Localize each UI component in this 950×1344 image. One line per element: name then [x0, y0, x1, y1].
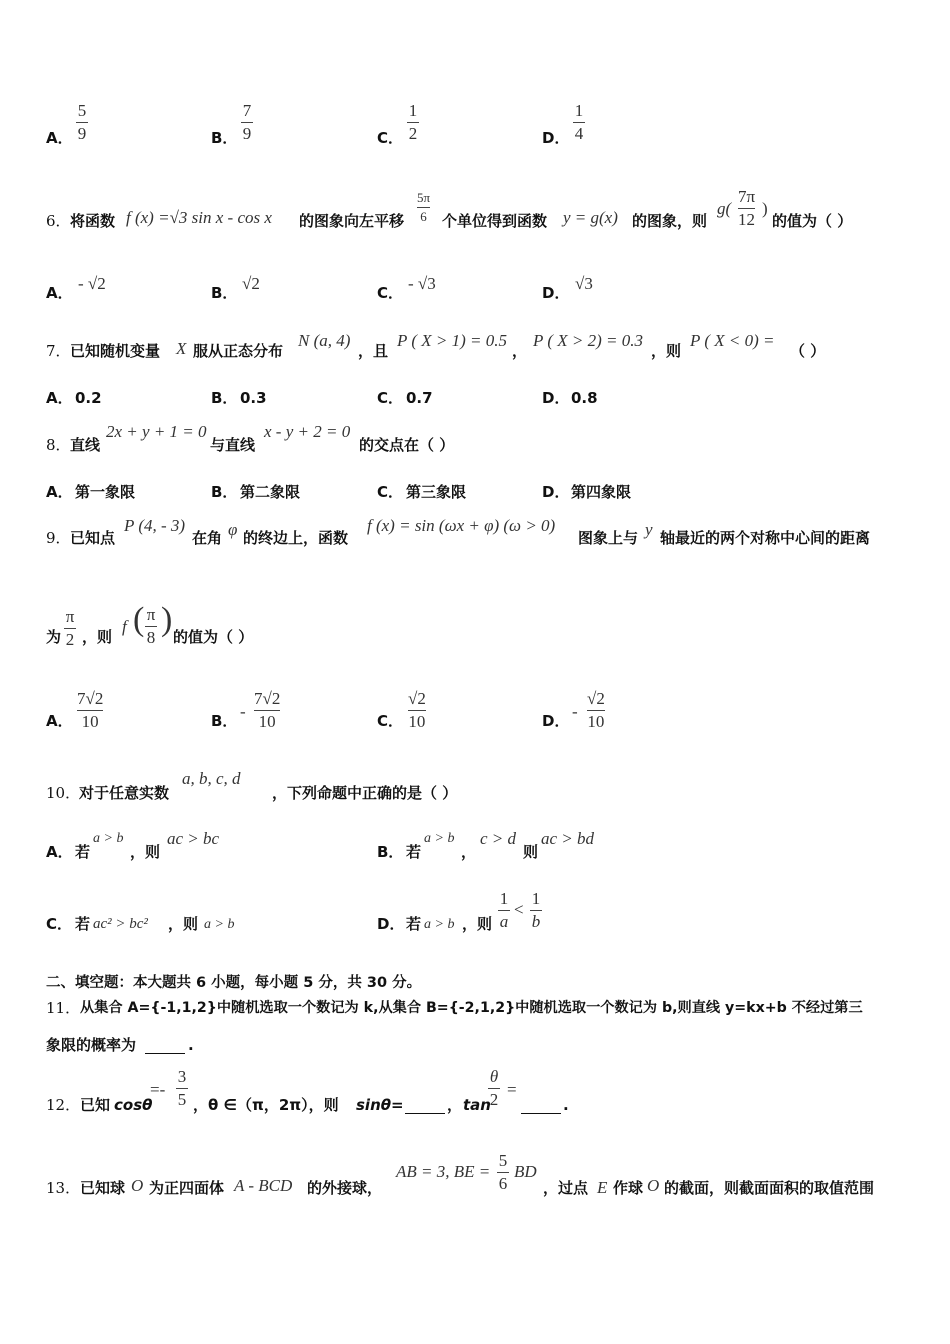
option-text: 若 [406, 915, 422, 933]
math-fraction: 1 a [499, 889, 509, 931]
option-value: 第一象限 [75, 483, 136, 501]
question-text: 个单位得到函数 [442, 212, 548, 230]
math-expression: y [645, 520, 653, 539]
option-value: - √2 [78, 274, 106, 293]
question-text: 轴最近的两个对称中心间的距离 [660, 529, 871, 547]
option-sign: - [572, 702, 578, 721]
option-letter: A． [46, 389, 73, 407]
option-letter: C． [377, 483, 404, 501]
math-expression: cosθ [114, 1096, 153, 1114]
question-text: 图象上与 [578, 529, 639, 547]
option-letter: D． [542, 129, 570, 147]
question-text: ， [447, 1096, 463, 1114]
option-letter: D． [542, 712, 570, 730]
option-letter: A． [46, 712, 73, 730]
math-expression: f [122, 617, 127, 636]
question-text: 已知随机变量 [70, 342, 161, 360]
option-fraction: √2 10 [587, 689, 605, 731]
answer-blank[interactable] [405, 1096, 445, 1114]
option-text: ，则 [462, 915, 493, 933]
math-expression: P ( X < 0) = [690, 331, 775, 350]
math-expression: a, b, c, d [182, 769, 241, 788]
math-fraction: π 2 [65, 607, 75, 649]
option-letter: D． [377, 915, 405, 933]
option-letter: D． [542, 284, 570, 302]
question-number: 11． [46, 999, 81, 1017]
question-text: 的终边上，函数 [243, 529, 349, 547]
option-letter: B． [211, 389, 238, 407]
question-number: 9． [46, 529, 71, 547]
math-expression: tan [463, 1096, 491, 1114]
question-text: 的截面，则截面面积的取值范围 [664, 1179, 875, 1197]
question-text: 对于任意实数 [79, 784, 170, 802]
option-fraction: 7 9 [242, 101, 252, 143]
question-text: 将函数 [70, 212, 116, 230]
question-text: 作球 [613, 1179, 644, 1197]
option-value: 第二象限 [240, 483, 301, 501]
option-value: 0.2 [75, 389, 102, 407]
question-text: ，则 [82, 628, 113, 646]
option-letter: B． [211, 284, 238, 302]
option-letter: C． [377, 284, 404, 302]
option-letter: C． [46, 915, 73, 933]
option-letter: A． [46, 284, 73, 302]
option-value: √2 [242, 274, 260, 293]
math-expression: f (x) =√3 sin x - cos x [126, 208, 272, 227]
math-expression: E [597, 1178, 608, 1197]
math-expression: A - BCD [234, 1176, 293, 1195]
question-text: 象限的概率为 [46, 1036, 137, 1054]
answer-blank[interactable] [521, 1096, 561, 1114]
math-fraction: 3 5 [177, 1067, 187, 1109]
math-fraction: π 8 [146, 605, 156, 647]
math-expression: O [131, 1176, 144, 1195]
question-number: 6． [46, 212, 71, 230]
math-expression: y = g(x) [563, 208, 618, 227]
math-expression: g( [717, 199, 732, 218]
option-value: 0.8 [571, 389, 598, 407]
question-text: ，过点 [543, 1179, 589, 1197]
option-fraction: √2 10 [408, 689, 426, 731]
option-letter: B． [211, 129, 238, 147]
question-number: 10． [46, 784, 81, 802]
question-text: . [188, 1036, 194, 1054]
math-fraction: 5π 6 [417, 190, 431, 224]
math-expression: ) [762, 199, 768, 218]
question-text: 已知球 [80, 1179, 126, 1197]
question-text: 已知点 [70, 529, 116, 547]
question-text: 的值为（ ） [772, 212, 853, 230]
math-expression: < [514, 900, 524, 919]
option-letter: A． [46, 483, 73, 501]
option-text: 若 [75, 843, 91, 861]
math-expression: N (a, 4) [298, 331, 351, 350]
question-text: 从集合 A={-1,1,2}中随机选取一个数记为 k,从集合 B={-2,1,2}中随机选取一个数记为 b,则直线 y=kx+b 不经过第三 [80, 1000, 863, 1016]
option-fraction: 7√2 10 [77, 689, 104, 731]
question-number: 7． [46, 342, 71, 360]
question-text: 的值为（ ） [173, 628, 254, 646]
math-fraction: 1 b [531, 889, 541, 931]
question-text: . [563, 1096, 569, 1114]
math-expression: X [176, 339, 187, 358]
bracket-right: ) [161, 601, 173, 638]
question-number: 8． [46, 436, 71, 454]
option-fraction: 5 9 [77, 101, 87, 143]
question-text: 的交点在（ ） [359, 436, 455, 454]
math-expression: a > b [424, 917, 455, 932]
math-fraction: 7π 12 [738, 187, 756, 229]
option-text: ，则 [168, 915, 199, 933]
option-text: ，则 [130, 843, 161, 861]
question-text: 直线 [70, 436, 101, 454]
option-value: √3 [575, 274, 593, 293]
math-expression: ac² > bc² [93, 916, 148, 932]
question-text: 的图象，则 [632, 212, 708, 230]
option-letter: B． [377, 843, 404, 861]
math-expression: c > d [480, 829, 517, 848]
option-letter: C． [377, 129, 404, 147]
math-expression: O [647, 1176, 660, 1195]
math-expression: P ( X > 2) = 0.3 [533, 331, 643, 350]
option-letter: B． [211, 712, 238, 730]
option-text: ， [461, 843, 477, 861]
math-expression: P ( X > 1) = 0.5 [397, 331, 507, 350]
math-expression: f (x) = sin (ωx + φ) (ω > 0) [367, 516, 556, 535]
math-expression: a > b [204, 917, 235, 932]
option-letter: A． [46, 843, 73, 861]
option-fraction: 7√2 10 [254, 689, 281, 731]
option-letter: C． [377, 712, 404, 730]
math-expression: a > b [93, 831, 124, 846]
question-text: 为 [46, 628, 62, 646]
math-expression: =- [150, 1080, 166, 1099]
option-letter: D． [542, 389, 570, 407]
math-expression: ac > bd [541, 829, 595, 848]
question-text: 在角 [192, 529, 223, 547]
question-text: ，θ ∈（π，2π），则 [193, 1096, 339, 1114]
option-value: - √3 [408, 274, 436, 293]
option-letter: A． [46, 129, 73, 147]
question-text: 与直线 [210, 436, 256, 454]
question-text: ，则 [651, 342, 682, 360]
math-expression: AB = 3, BE = [396, 1162, 491, 1181]
math-expression: 2x + y + 1 = 0 [106, 422, 207, 441]
math-expression: x - y + 2 = 0 [264, 422, 351, 441]
option-sign: - [240, 702, 246, 721]
option-letter: C． [377, 389, 404, 407]
option-value: 0.3 [240, 389, 267, 407]
math-expression: sinθ= [356, 1096, 404, 1114]
math-expression: P (4, - 3) [124, 516, 186, 535]
question-text: ，且 [358, 342, 389, 360]
option-fraction: 1 4 [574, 101, 584, 143]
question-text: （ ） [790, 342, 826, 360]
option-value: 第四象限 [571, 483, 632, 501]
option-fraction: 1 2 [408, 101, 418, 143]
question-text: 的外接球， [307, 1179, 383, 1197]
question-text: ，下列命题中正确的是（ ） [272, 784, 458, 802]
option-text: 若 [406, 843, 422, 861]
math-expression: BD [514, 1162, 537, 1181]
math-expression: = [507, 1080, 517, 1099]
question-number: 12． [46, 1096, 81, 1114]
math-fraction: θ 2 [489, 1067, 499, 1109]
question-number: 13． [46, 1179, 81, 1197]
bracket-left: ( [133, 601, 145, 638]
option-value: 第三象限 [406, 483, 467, 501]
answer-blank[interactable] [145, 1036, 185, 1054]
option-text: 若 [75, 915, 91, 933]
question-text: 服从正态分布 [193, 342, 284, 360]
option-letter: D． [542, 483, 570, 501]
section-heading: 二、填空题：本大题共 6 小题，每小题 5 分，共 30 分。 [46, 975, 422, 991]
question-text: ， [512, 342, 528, 360]
math-expression: φ [228, 520, 238, 539]
question-text: 的图象向左平移 [299, 212, 405, 230]
math-fraction: 5 6 [498, 1151, 508, 1193]
option-value: 0.7 [406, 389, 433, 407]
option-text: 则 [523, 843, 539, 861]
question-text: 已知 [80, 1096, 111, 1114]
option-letter: B． [211, 483, 238, 501]
math-expression: a > b [424, 831, 455, 846]
math-expression: ac > bc [167, 829, 220, 848]
question-text: 为正四面体 [149, 1179, 225, 1197]
